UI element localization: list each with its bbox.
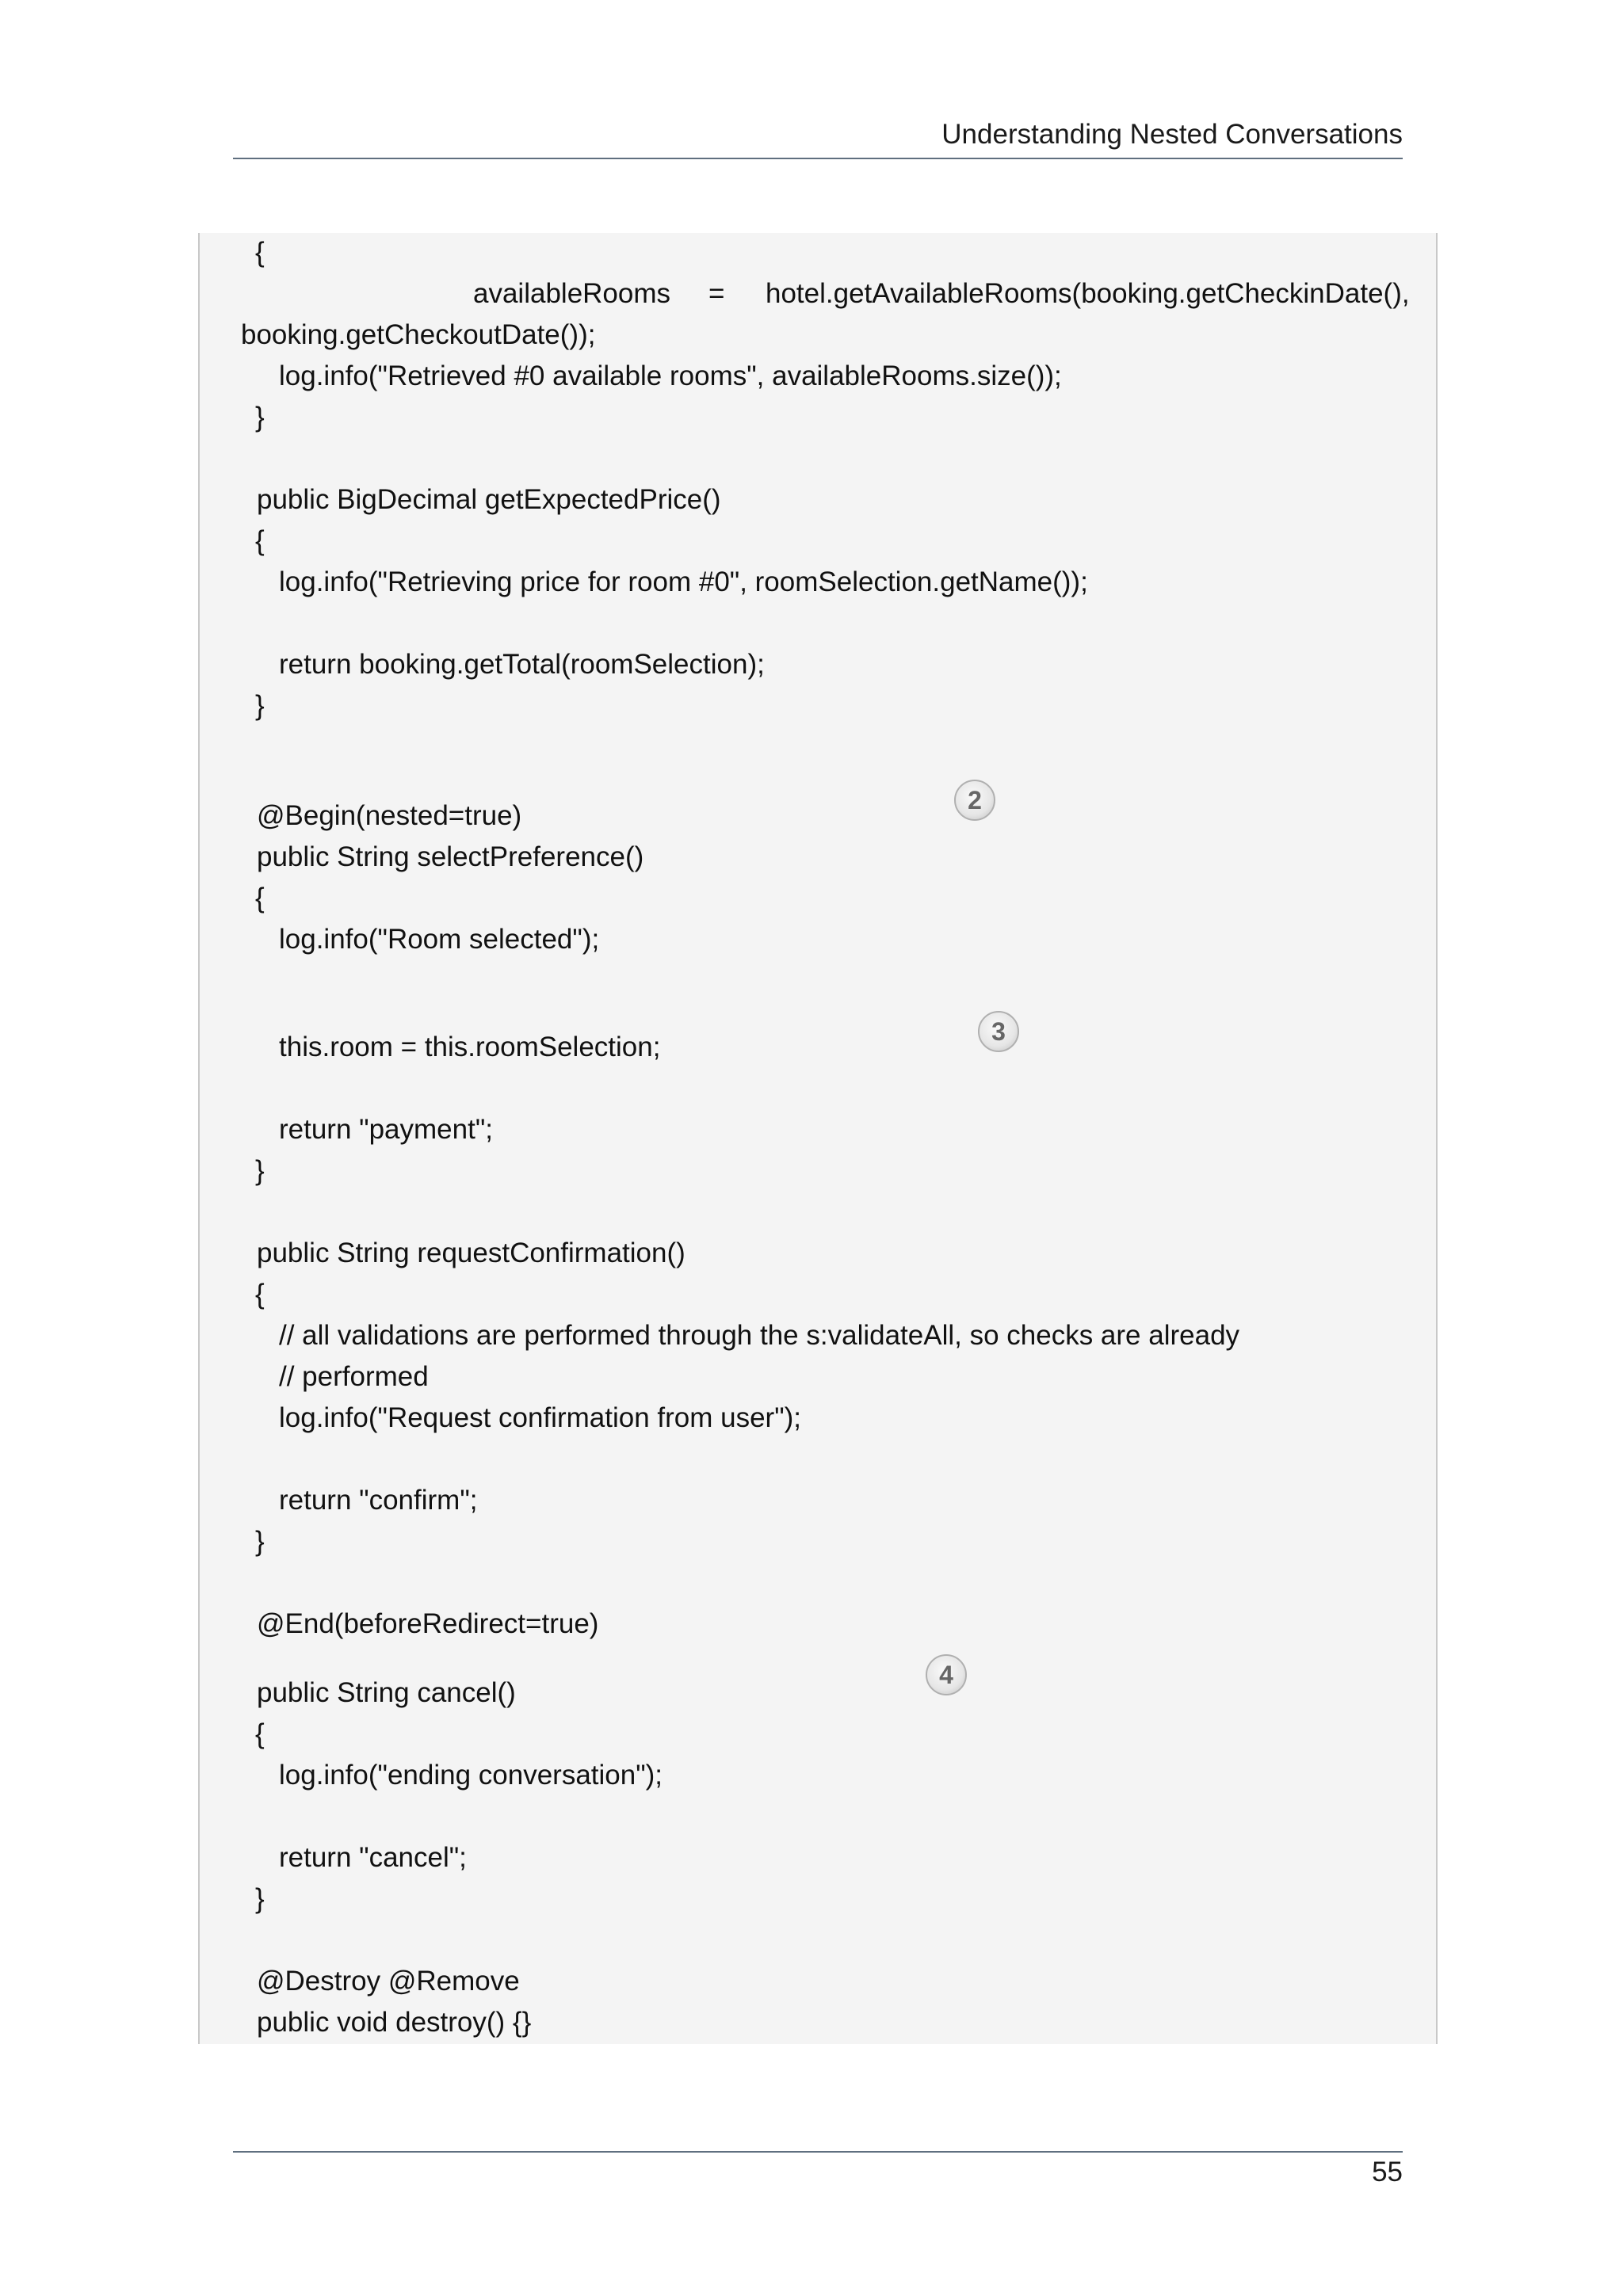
code-line: } (255, 690, 265, 721)
code-line: return "cancel"; (279, 1842, 467, 1873)
code-line: hotel.getAvailableRooms(booking.getCheckinDate(), (766, 278, 1410, 309)
code-line: } (255, 1883, 265, 1914)
callout-marker-4: 4 (926, 1654, 967, 1695)
code-line: public BigDecimal getExpectedPrice() (257, 484, 721, 515)
code-line: log.info("Retrieving price for room #0", roomSelection.getName()); (279, 566, 1088, 597)
code-line: public String cancel() (257, 1677, 516, 1708)
code-line: } (255, 1155, 265, 1186)
code-line: } (255, 1526, 265, 1557)
code-line: { (255, 237, 265, 268)
code-line: public String selectPreference() (257, 841, 644, 872)
code-line: return "confirm"; (279, 1485, 478, 1516)
code-line: booking.getCheckoutDate()); (241, 319, 596, 350)
code-line: @Begin(nested=true) (257, 800, 522, 831)
code-line: log.info("ending conversation"); (279, 1760, 663, 1791)
header-rule (233, 158, 1403, 159)
code-line: { (255, 883, 265, 913)
code-line: availableRooms (473, 278, 671, 309)
code-line: { (255, 1279, 265, 1310)
code-line: return booking.getTotal(roomSelection); (279, 649, 765, 680)
page-number: 55 (1372, 2157, 1403, 2187)
code-line: { (255, 1718, 265, 1749)
callout-marker-2: 2 (954, 780, 995, 821)
callout-marker-3: 3 (978, 1011, 1019, 1052)
code-line: return "payment"; (279, 1114, 493, 1145)
code-line: @End(beforeRedirect=true) (257, 1608, 599, 1639)
code-line: { (255, 525, 265, 556)
code-line: log.info("Room selected"); (279, 924, 600, 955)
running-header: Understanding Nested Conversations (941, 119, 1403, 150)
code-line: = (708, 278, 725, 309)
code-line: log.info("Request confirmation from user"); (279, 1402, 802, 1433)
code-comment: // all validations are performed through the s:validateAll, so checks are already (279, 1320, 1240, 1351)
code-line: @Destroy @Remove (257, 1966, 520, 1997)
code-line: public void destroy() {} (257, 2007, 532, 2038)
footer-rule (233, 2151, 1403, 2153)
code-line: } (255, 402, 265, 433)
code-comment: // performed (279, 1361, 429, 1392)
code-line: public String requestConfirmation() (257, 1238, 685, 1268)
code-line: log.info("Retrieved #0 available rooms", availableRooms.size()); (279, 360, 1062, 391)
code-line: this.room = this.roomSelection; (279, 1032, 661, 1062)
